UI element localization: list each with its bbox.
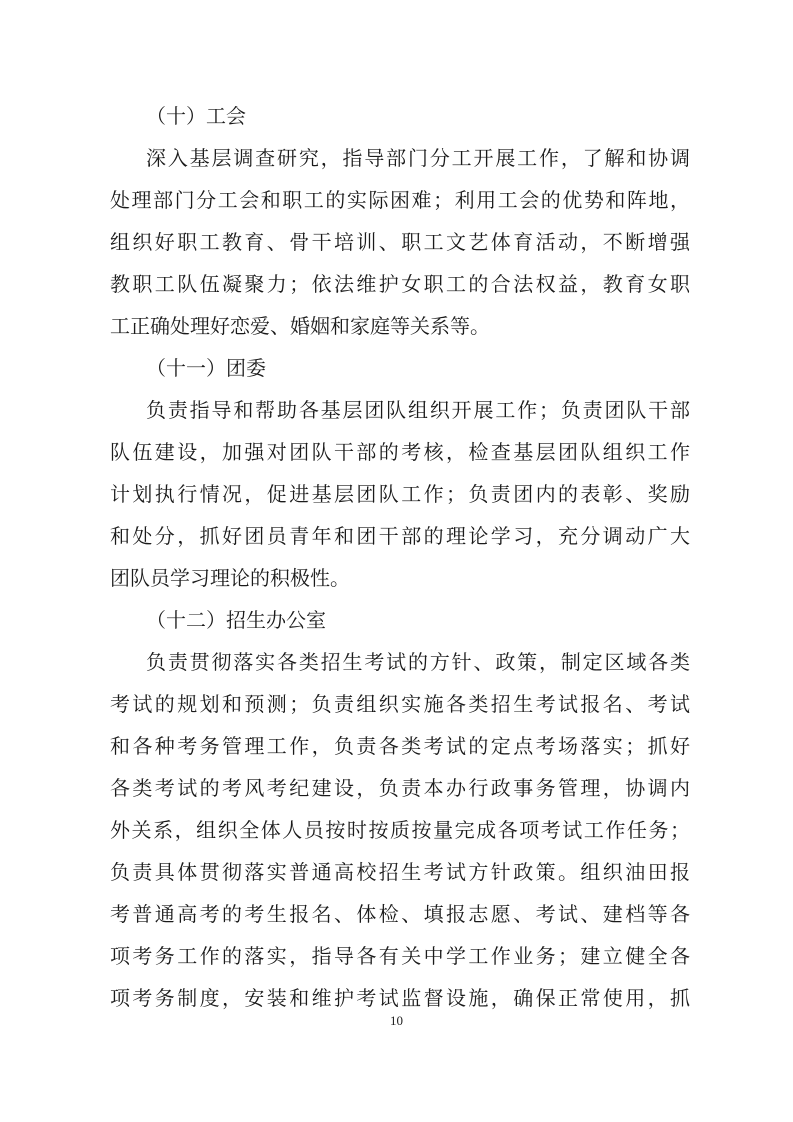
paragraph-line: 组织好职工教育、骨干培训、职工文艺体育活动，不断增强 xyxy=(110,230,690,254)
paragraph-line: 负责贯彻落实各类招生考试的方针、政策，制定区域各类 xyxy=(146,650,690,674)
section-heading: （十二）招生办公室 xyxy=(146,608,326,632)
paragraph-line: 和各种考务管理工作，负责各类考试的定点考场落实；抓好 xyxy=(110,734,690,758)
paragraph-line: 深入基层调查研究，指导部门分工开展工作，了解和协调 xyxy=(146,146,690,170)
paragraph-line: 计划执行情况，促进基层团队工作；负责团内的表彰、奖励 xyxy=(110,482,690,506)
paragraph-line: 考试的规划和预测；负责组织实施各类招生考试报名、考试 xyxy=(110,692,690,716)
paragraph-line: 考普通高考的考生报名、体检、填报志愿、考试、建档等各 xyxy=(110,902,690,926)
paragraph-line: 教职工队伍凝聚力；依法维护女职工的合法权益，教育女职 xyxy=(110,272,690,296)
section-youth-league xyxy=(110,347,690,599)
page-number: 10 xyxy=(390,1013,403,1028)
paragraph-line: 队伍建设，加强对团队干部的考核，检查基层团队组织工作 xyxy=(110,440,690,464)
paragraph-line: 负责指导和帮助各基层团队组织开展工作；负责团队干部 xyxy=(146,398,690,422)
section-labor-union xyxy=(110,95,690,347)
paragraph-line: 项考务工作的落实，指导各有关中学工作业务；建立健全各 xyxy=(110,944,690,968)
section-admissions-office xyxy=(110,599,690,1019)
paragraph xyxy=(110,137,690,347)
paragraph xyxy=(110,641,690,1019)
paragraph-line: 外关系，组织全体人员按时按质按量完成各项考试工作任务； xyxy=(110,818,690,842)
section-heading: （十一）团委 xyxy=(146,356,266,380)
section-heading: （十）工会 xyxy=(146,104,246,128)
paragraph-line: 各类考试的考风考纪建设，负责本办行政事务管理，协调内 xyxy=(110,776,690,800)
paragraph-line: 团队员学习理论的积极性。 xyxy=(110,566,350,590)
paragraph xyxy=(110,389,690,599)
paragraph-line: 工正确处理好恋爱、婚姻和家庭等关系等。 xyxy=(110,314,490,338)
paragraph-line: 项考务制度，安装和维护考试监督设施，确保正常使用，抓 xyxy=(110,986,690,1010)
paragraph-line: 负责具体贯彻落实普通高校招生考试方针政策。组织油田报 xyxy=(110,860,690,884)
paragraph-line: 处理部门分工会和职工的实际困难；利用工会的优势和阵地， xyxy=(110,188,690,212)
document-body xyxy=(110,95,690,1019)
paragraph-line: 和处分，抓好团员青年和团干部的理论学习，充分调动广大 xyxy=(110,524,690,548)
